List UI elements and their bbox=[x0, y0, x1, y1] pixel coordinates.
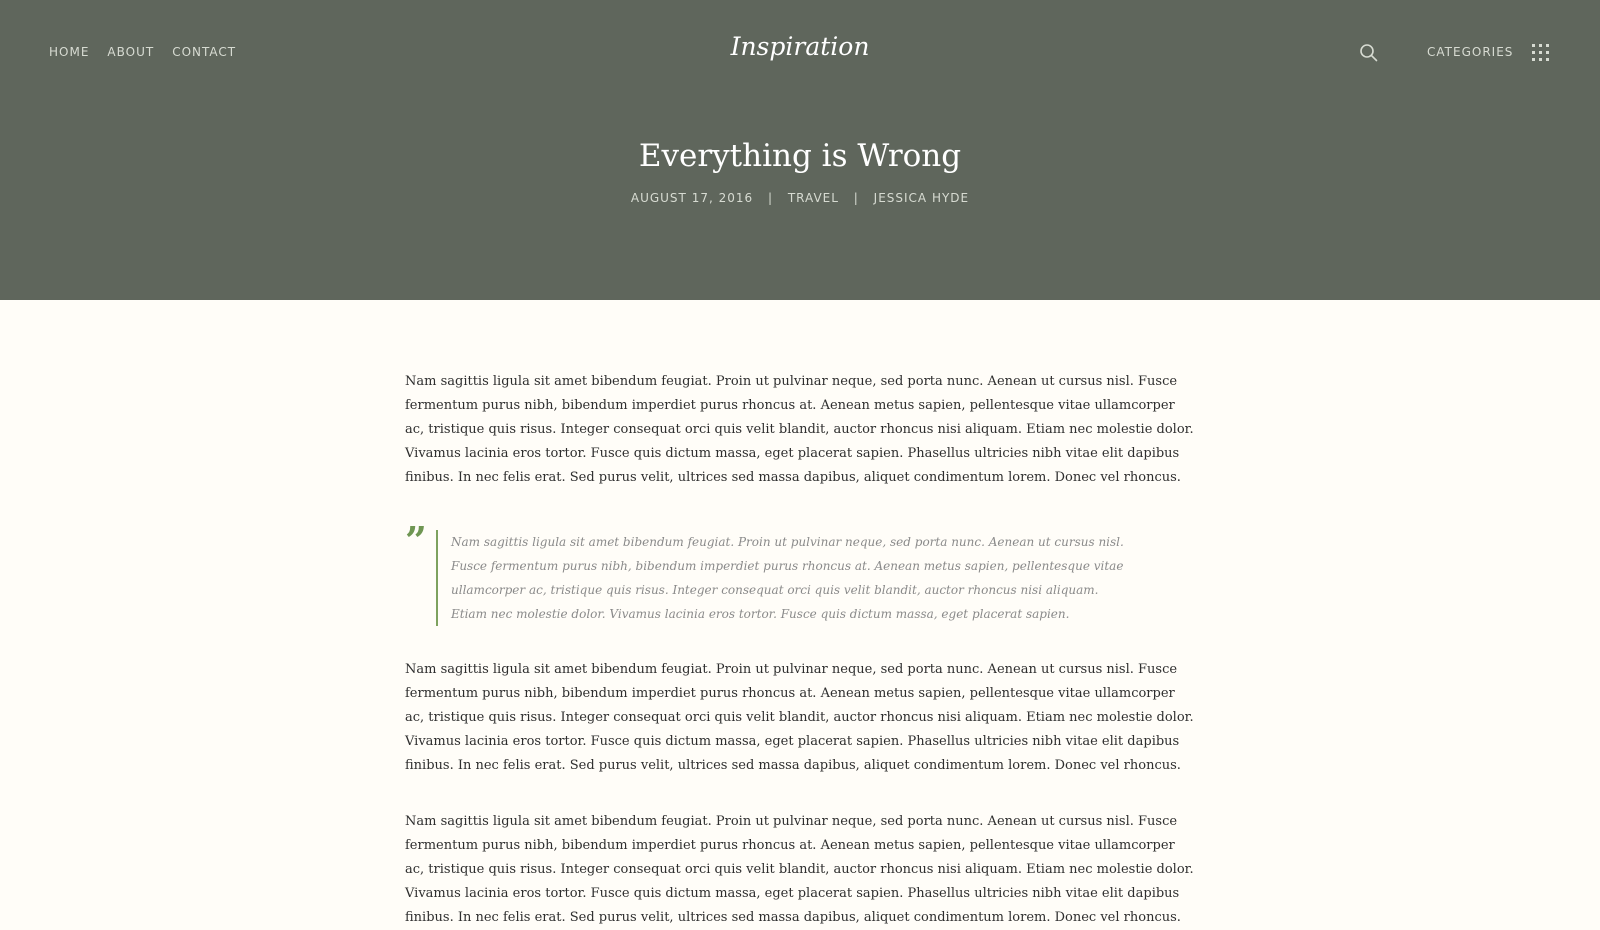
grid-menu-icon-glyph bbox=[1532, 44, 1550, 62]
quote-mark-icon: ” bbox=[405, 518, 427, 563]
nav-home-link[interactable]: HOME bbox=[49, 45, 90, 59]
meta-separator: | bbox=[853, 191, 859, 205]
hero-header bbox=[0, 0, 1600, 300]
article-body bbox=[405, 370, 1195, 930]
article-paragraph: Nam sagittis ligula sit amet bibendum feugiat. Proin ut pulvinar neque, sed porta nunc. Aenean ut cursus nisl. Fusce fermentum purus nibh, bibendum imperdiet purus rhoncus at. Aenean metus sapien, pellentesque vitae ullamcorper ac, tristique quis risus. Integer consequat orci quis velit blandit, auctor rhoncus nisi aliquam. Etiam nec molestie dolor. Vivamus lacinia eros tortor. Fusce quis dictum massa, eget placerat sapien. Phasellus ultricies nibh vitae elit dapibus finibus. In nec felis erat. Sed purus velit, ultrices sed massa dapibus, aliquet condimentum lorem. Donec vel rhoncus. bbox=[405, 374, 1194, 485]
categories-link[interactable]: CATEGORIES bbox=[1427, 45, 1514, 59]
site-logo[interactable]: Inspiration bbox=[730, 32, 870, 61]
post-category-link[interactable]: TRAVEL bbox=[787, 191, 839, 205]
primary-nav bbox=[49, 45, 236, 59]
pull-quote bbox=[405, 518, 1195, 626]
quote-text: Nam sagittis ligula sit amet bibendum feugiat. Proin ut pulvinar neque, sed porta nunc. Aenean ut cursus nisl. Fusce fermentum purus nibh, bibendum imperdiet purus rhoncus at. Aenean metus sapien, pellentesque vitae ullamcorper ac, tristique quis risus. Integer consequat orci quis velit blandit, auctor rhoncus nisi aliquam. Etiam nec molestie dolor. Vivamus lacinia eros tortor. Fusce quis dictum massa, eget placerat sapien. bbox=[436, 530, 1195, 626]
nav-contact-link[interactable]: CONTACT bbox=[172, 45, 237, 59]
grid-menu-icon[interactable] bbox=[1532, 44, 1550, 62]
search-icon-glyph bbox=[1359, 43, 1379, 63]
post-author-link[interactable]: JESSICA HYDE bbox=[873, 191, 970, 205]
post-date: AUGUST 17, 2016 bbox=[630, 191, 754, 205]
post-title: Everything is Wrong bbox=[638, 138, 962, 174]
nav-about-link[interactable]: ABOUT bbox=[107, 45, 155, 59]
article-paragraph: Nam sagittis ligula sit amet bibendum feugiat. Proin ut pulvinar neque, sed porta nunc. Aenean ut cursus nisl. Fusce fermentum purus nibh, bibendum imperdiet purus rhoncus at. Aenean metus sapien, pellentesque vitae ullamcorper ac, tristique quis risus. Integer consequat orci quis velit blandit, auctor rhoncus nisi aliquam. Etiam nec molestie dolor. Vivamus lacinia eros tortor. Fusce quis dictum massa, eget placerat sapien. Phasellus ultricies nibh vitae elit dapibus finibus. In nec felis erat. Sed purus velit, ultrices sed massa dapibus, aliquet condimentum lorem. Donec vel rhoncus. bbox=[405, 662, 1194, 773]
post-meta bbox=[0, 191, 1600, 205]
meta-separator: | bbox=[767, 191, 774, 205]
article-paragraph: Nam sagittis ligula sit amet bibendum feugiat. Proin ut pulvinar neque, sed porta nunc. Aenean ut cursus nisl. Fusce fermentum purus nibh, bibendum imperdiet purus rhoncus at. Aenean metus sapien, pellentesque vitae ullamcorper ac, tristique quis risus. Integer consequat orci quis velit blandit, auctor rhoncus nisi aliquam. Etiam nec molestie dolor. Vivamus lacinia eros tortor. Fusce quis dictum massa, eget placerat sapien. Phasellus ultricies nibh vitae elit dapibus finibus. In nec felis erat. Sed purus velit, ultrices sed massa dapibus, aliquet condimentum lorem. Donec vel rhoncus. bbox=[405, 814, 1194, 925]
search-icon[interactable] bbox=[1359, 43, 1379, 63]
